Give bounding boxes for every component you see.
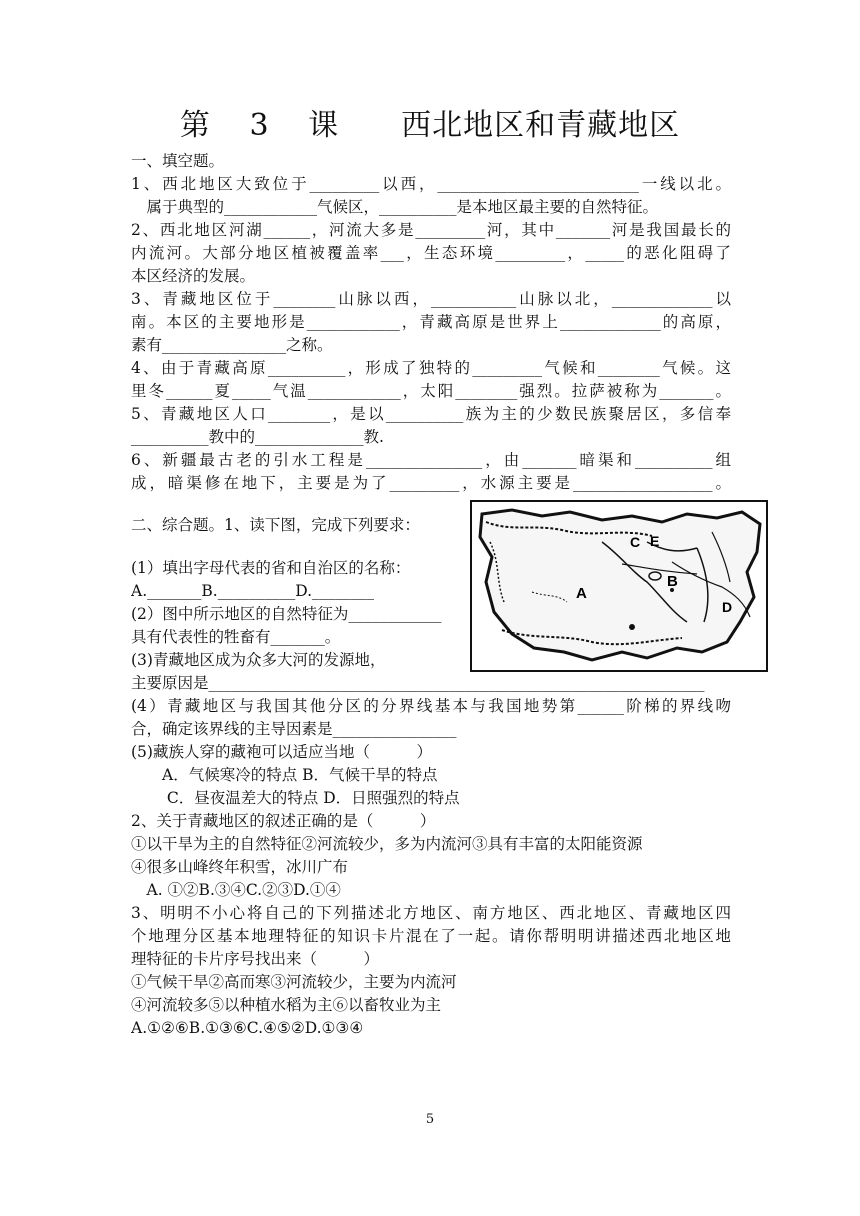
question-line: (3)青藏地区成为众多大河的发源地， — [131, 651, 386, 669]
option-line: A. ①②B.③④C.②③D.①④ — [131, 881, 341, 899]
qinghai-tibet-map — [470, 500, 768, 672]
option-line: C．昼夜温差大的特点 D．日照强烈的特点 — [131, 789, 460, 807]
question-line: 5、青藏地区人口________，是以__________族为主的少数民族聚居区，多信奉 — [131, 405, 731, 423]
question-line: 合，确定该界线的主导因素是________________ — [131, 720, 457, 738]
map-label-d: D — [722, 599, 733, 615]
question-line: (5)藏族人穿的藏袍可以适应当地（ ） — [131, 743, 432, 761]
map-label-c: C — [630, 534, 641, 550]
question-line: 具有代表性的牲畜有_______。 — [131, 628, 341, 646]
question-line: 3、青藏地区位于________山脉以西，___________山脉以北，_____________以 — [131, 290, 731, 308]
option-line: A.①②⑥B.①③⑥C.④⑤②D.①③④ — [131, 1019, 364, 1037]
map-figure — [472, 502, 766, 670]
question-line: (2）图中所示地区的自然特征为____________ — [131, 605, 442, 623]
question-line: 成，暗渠修在地下，主要是为了_________，水源主要是__________________。 — [131, 474, 731, 492]
question-line: (1）填出字母代表的省和自治区的名称： — [131, 559, 411, 577]
question-line: 理特征的卡片序号找出来（ ） — [131, 950, 380, 968]
question-line: 素有________________之称。 — [131, 336, 333, 354]
question-line: 里冬______夏_____气温____________，太阳________强烈。拉萨被称为_______。 — [131, 382, 731, 400]
question-line: 2、西北地区河湖______，河流大多是_________河，其中_______河是我国最长的 — [131, 221, 731, 239]
map-label-b: B — [667, 573, 678, 590]
question-line: 个地理分区基本地理特征的知识卡片混在了一起。请你帮明明讲描述西北地区地 — [131, 927, 731, 945]
page-title: 第 3 课 西北地区和青藏地区 — [179, 108, 681, 143]
map-label-e: E — [650, 533, 660, 549]
question-line: __________教中的______________教. — [131, 428, 384, 446]
question-line: ④很多山峰终年积雪，冰川广布 — [131, 858, 349, 876]
question-line: 内流河。大部分地区植被覆盖率___，生态环境_________，_____的恶化阻碍了 — [131, 244, 731, 262]
question-line: ①以干旱为主的自然特征②河流较少，多为内流河③具有丰富的太阳能资源 — [131, 835, 643, 853]
question-line: 3、明明不小心将自己的下列描述北方地区、南方地区、西北地区、青藏地区四 — [131, 904, 731, 922]
question-line: ①气候干旱②高而寒③河流较少，主要为内流河 — [131, 973, 457, 991]
question-line: 1、西北地区大致位于_________以西，__________________________一线以北。 — [131, 175, 731, 193]
section-heading-fill-blank: 一、填空题。 — [131, 152, 225, 170]
question-line: ④河流较多⑤以种植水稻为主⑥以畜牧业为主 — [131, 996, 442, 1014]
question-line: 主要原因是________________________________________________________________ — [131, 674, 705, 692]
question-line: 属于典型的____________气候区，__________是本地区最主要的自然特征。 — [131, 198, 659, 216]
question-line: A._______B.__________D.________ — [131, 582, 374, 600]
question-line: 4、由于青藏高原__________，形成了独特的_________气候和________气候。这 — [131, 359, 731, 377]
question-line: (4）青藏地区与我国其他分区的分界线基本与我国地势第______阶梯的界线吻 — [131, 697, 731, 715]
question-line: 2、关于青藏地区的叙述正确的是（ ） — [131, 812, 436, 830]
question-line: 南。本区的主要地形是____________，青藏高原是世界上_____________的高原， — [131, 313, 731, 331]
option-line: A．气候寒冷的特点 B．气候干旱的特点 — [131, 766, 438, 784]
page-number: 5 — [425, 1112, 435, 1127]
question-line: 本区经济的发展。 — [131, 267, 256, 285]
map-label-a: A — [576, 585, 587, 602]
question-line: 6、新疆最古老的引水工程是_______________，由_______暗渠和__________组 — [131, 451, 731, 469]
section-heading-comprehensive: 二、综合题。1、读下图，完成下列要求： — [131, 516, 420, 534]
